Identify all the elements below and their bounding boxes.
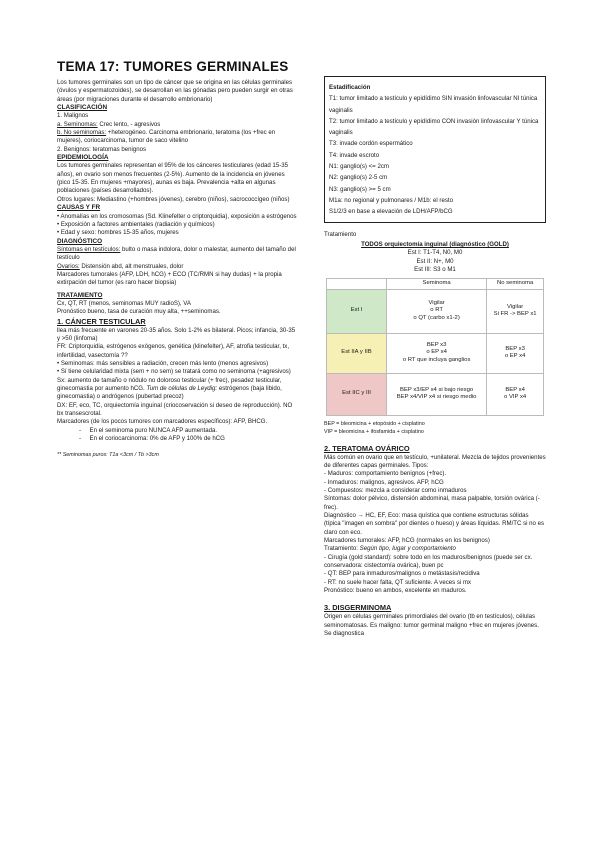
cancer-text: llea más frecuente en varones 20-35 años. Solo 1-2% es bilateral. Picos; infancia, 30-35 y >50 (linfoma) <box>57 326 296 342</box>
table-header-cell: Seminoma <box>387 279 487 289</box>
right-column <box>324 58 546 638</box>
dash-item: - En el coriocarcinoma: 0% de AFP y 100% de hCG <box>79 435 225 443</box>
legend-line: BEP = bleomicina + etopósido + cisplatino <box>324 420 425 427</box>
stage-item: S1/2/3 en base a elevación de LDH/AFP/bCG <box>329 208 453 216</box>
noseminomas-line <box>57 129 297 146</box>
noseminomas-text: +heterogéneo. Carcinoma embrionario, teratoma (los +frec en mujeres), coriocarcinoma, tumor de saco vitelino <box>57 129 276 145</box>
stage-item: M1a: no regional y pulmonares / M1b: el resto <box>329 196 453 204</box>
table-stage-cell: Est I <box>327 289 387 333</box>
noseminomas-label: b. No seminomas: <box>57 129 107 137</box>
est-line: Est III: S3 o M1 <box>414 265 456 273</box>
sintomas-label: Síntomas en testículos: <box>57 245 121 253</box>
pronostico-text: Pronóstico bueno, tasa de curación muy alta, ++seminomas. <box>57 308 221 316</box>
tratamiento-text: Cx, QT, RT (menos, seminomas MUY radioS), VA <box>57 299 191 307</box>
dx-text: DX: EF, eco, TC, orquiectomía inguinal (criocoservación si deseo de reproducción). NO bx transescrotal. <box>57 401 293 418</box>
legend-line: VIP = bleomicina + ifosfamida + cisplatino <box>324 428 424 435</box>
est-line: Est I: T1-T4, N0, M0 <box>407 249 463 257</box>
sintomas-line <box>57 246 297 263</box>
leydig-label: Tum de células de Leydig: <box>146 385 218 393</box>
teratoma-heading: 2. TERATOMA OVÁRICO <box>324 443 410 453</box>
table-header-cell <box>327 279 387 289</box>
cancer-testicular-heading: 1. CÁNCER TESTICULAR <box>57 316 146 326</box>
causas-heading: CAUSAS Y FR <box>57 204 101 212</box>
stage-item: T2: tumor limitado a testículo y epidídimo CON invasión linfovascular Y túnica vaginalis <box>329 117 539 137</box>
teratoma-tratamiento-label: Tratamiento: <box>324 545 358 553</box>
clasificacion-heading: CLASIFICACIÓN <box>57 104 108 112</box>
table-cell: BEP x4 o VIP x4 <box>487 373 544 415</box>
causa-item: • Edad y sexo: hombres 15-35 años, mujeres <box>57 229 179 237</box>
sintomas-text: bulto o masa indolora, dolor o malestar, aumento del tamaño del testículo <box>57 245 296 262</box>
table-stage-cell: Est IIC y III <box>327 373 387 415</box>
cancer-text: FR: Criptorquidia, estrógenos exógenos, genética (klinefelter), AF, atrofia testicular, tx, infertilidad, vasectomía ?? <box>57 343 290 359</box>
ovarios-text: Distensión abd, alt menstruales, dolor <box>79 262 184 270</box>
dash-item: - En el seminoma puro NUNCA AFP aumentada. <box>79 426 218 434</box>
diagnostico-heading: DIAGNÓSTICO <box>57 237 103 245</box>
causa-item: • Exposición a factores ambientales (radiación y químicos) <box>57 220 215 228</box>
benignos-line: 2. Benignos: teratomas benignos <box>57 145 147 153</box>
table-row <box>327 373 544 415</box>
seminomas-text: Crec lento, - agresivos <box>97 120 161 128</box>
stage-item: N2: ganglio(s) 2-5 cm <box>329 174 388 182</box>
table-cell: BEP x3 o EP x4 <box>487 333 544 373</box>
cancer-text: • Seminomas: más sensibles a radiación, crecen más lento (menos agresivos) <box>57 360 269 367</box>
estadificacion-box <box>324 76 546 223</box>
stage-item: N3: ganglio(s) >= 5 cm <box>329 185 391 193</box>
seminomas-line <box>57 121 297 129</box>
teratoma-sintomas: Síntomas: dolor pélvico, distensión abdominal, masa palpable, torsión ovárica (-frec). <box>324 495 540 511</box>
seminomas-label: a. Seminomas: <box>57 120 98 128</box>
table-cell: BEP x3 o EP x4 o RT que incluya ganglios <box>387 333 487 373</box>
epidemiologia-text: Los tumores germinales representan el 95% de los cánceres testiculares (edad 15-35 años), en ovario son menos frecuentes (2-5%). Aumento de la incidencia en jóvenes (pico 15-35. En mujeres +mayores), aunas es baja. Prevalencia +alta en algunas poblaciones (países desarrollados). <box>57 162 289 195</box>
teratoma-tratamiento <box>324 545 546 553</box>
sx-text: Sx: aumento de tamaño o nódulo no doloroso testicular (+ frec), pesadez testicular, ginecomastia por aumento hCG. <box>57 376 282 393</box>
teratoma-cirugia: - Cirugía (gold standard): sobre todo en los maduros/benignos (puede ser cx. conservadora: cistectomía ovárica), buen pc <box>324 553 533 570</box>
leydig-text: estrógenos (baja libido, ginecomastia) o andrógenos (pubertad precoz) <box>57 385 282 401</box>
stage-item: T4: invade escroto <box>329 151 380 159</box>
intro-paragraph: Los tumores germinales son un tipo de cáncer que se origina en las células germinales (óvulos y espermatozoides), se desarrollan en las gónadas pero pueden surgir en otras áreas (por migraciones durante el desarrollo embrionario) <box>57 79 293 103</box>
causa-item: • Anomalías en los cromosomas (Sd. Klinefelter o criptorquidia), exposición a estrógenos <box>57 212 297 220</box>
table-stage-cell: Est IIA y IIB <box>327 333 387 373</box>
ovarios-line <box>57 263 297 271</box>
table-header-row <box>327 279 544 289</box>
page-title: TEMA 17: TUMORES GERMINALES <box>57 59 289 74</box>
otros-lugares-text: Otros lugares: Mediastino (+hombres jóvenes), cerebro (niños), sacrococcígeo (niños) <box>57 195 290 203</box>
table-row <box>327 289 544 333</box>
teratoma-qt: - QT: BEP para inmaduros/malignos o metástasis/recidiva <box>324 570 480 578</box>
teratoma-tratamiento-italic: Según tipo, lugar y comportamiento <box>357 545 456 553</box>
treatment-table <box>326 278 544 415</box>
est-line: Est II: N+, M0 <box>416 257 454 265</box>
marcadores-especificos-text: Marcadores (de los pocos tumores con marcadores específicos): AFP, BHCG. <box>57 418 268 426</box>
table-header-cell: No seminoma <box>487 279 544 289</box>
cancer-text: • Sí tiene celularidad mixta (sem + no sem) se tratará como no seminoma (+agresivos) <box>57 368 291 376</box>
teratoma-pronostico: Pronóstico: bueno en ambos, excelente en maduros. <box>324 587 467 595</box>
tratamiento-label: Tratamiento <box>324 230 357 238</box>
teratoma-diagnostico: Diagnóstico → HC, EF, Eco: masa quística que contiene estructuras sólidas (típica "imagen en sombra" por dientes o hueso) y áreas líquidas. RM/TC si no es claro con eco. <box>324 511 545 536</box>
tratamiento-heading: TRATAMIENTO <box>57 291 103 299</box>
cancer-text <box>57 377 297 402</box>
teratoma-marcadores: Marcadores tumorales: AFP, hCG (normales en los benignos) <box>324 537 490 545</box>
table-cell: BEP x3/EP x4 si bajo riesgo BEP x4/VIP x4 si riesgo medio <box>387 373 487 415</box>
estadificacion-heading: Estadificación <box>329 84 371 91</box>
stage-item: T1: tumor limitado a testículo y epidídimo SIN invasión linfovascular NI túnica vaginalis <box>329 95 538 114</box>
stage-item: T3: invade cordón espermático <box>329 140 413 148</box>
teratoma-type: - Inmaduros: malignos, agresivos. AFP, hCG <box>324 478 444 486</box>
marcadores-text: Marcadores tumorales (AFP, LDH, hCG) + ECO (TC/RMN si hay dudas) + la propia extirpación del tumor (es raro hacer biopsia) <box>57 270 282 287</box>
stage-item: N1: ganglio(s) <= 2cm <box>329 163 389 171</box>
malignos-label: 1. Malignos <box>57 112 89 120</box>
table-cell: Vigilar Si FR -> BEP x1 <box>487 289 544 333</box>
teratoma-intro: Más común en ovario que en testículo, +unilateral. Mezcla de tejidos provenientes de diferentes capas germinales. Tipos: <box>324 453 546 469</box>
teratoma-type: - Compuestos: mezcla a considerar como inmaduros <box>324 486 467 494</box>
teratoma-type: - Maduros: comportamiento benignos (+frec). <box>324 470 447 478</box>
todos-line: TODOS orquiectomía inguinal (diagnóstico (GOLD) <box>361 240 509 248</box>
ovarios-label: Ovarios: <box>57 262 80 270</box>
footnote: ** Seminomas puros: T1a <3cm / Tb >3cm <box>57 452 159 459</box>
disgerminoma-heading: 3. DISGERMINOMA <box>324 603 392 613</box>
table-cell: Vigilar o RT o QT (carbo x1-2) <box>387 289 487 333</box>
epidemiologia-heading: EPIDEMIOLOGÍA <box>57 154 109 162</box>
table-row <box>327 333 544 373</box>
left-column <box>57 58 297 459</box>
disgerminoma-text: Origen en células germinales primordiales del ovario (tb en testículos), células seminomatosas. Es maligno: tumor germinal maligno +frec en mujeres jóvenes. Se diagnostica <box>324 613 539 638</box>
teratoma-rt: - RT: no suele hacer falta, QT suficiente. A veces si mx <box>324 578 472 586</box>
